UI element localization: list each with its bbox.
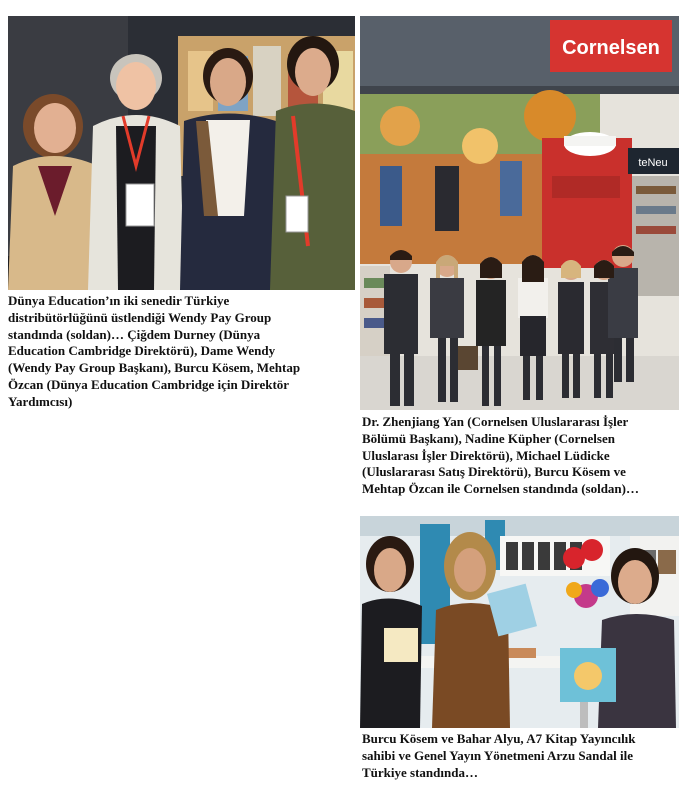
photo-wendy-pay-group-stand (8, 16, 355, 290)
caption-cornelsen: Dr. Zhenjiang Yan (Cornelsen Uluslararası İşler Bölümü Başkanı), Nadine Küpher (Cornelsen Uluslarası İşler Direktörü), Michael Lüdicke (Uluslararası Satış Direktörü), Burcu Kösem ve Mehtap Özcan ile Cornelsen standında (soldan)… (362, 414, 639, 497)
caption-wendy-pay-group: Dünya Education’ın iki senedir Türkiye distribütörlüğünü üstlendiği Wendy Pay Group standında (soldan)… Çiğdem Durney (Dünya Education Cambridge Direktörü), Dame Wendy (Wendy Pay Group Başkanı), Burcu Kösem, Mehtap Özcan (Dünya Education Cambridge için Direktör Yardımcısı) (8, 293, 301, 409)
caption-turkiye-stand: Burcu Kösem ve Bahar Alyu, A7 Kitap Yayıncılık sahibi ve Genel Yayın Yönetmeni Arzu Sandal ile Türkiye standında… (362, 731, 636, 780)
cornelsen-sign: Cornelsen (562, 37, 660, 59)
teneues-sign: teNeu (638, 157, 668, 169)
photo-cornelsen-stand (360, 16, 679, 410)
photo-turkiye-stand (360, 516, 679, 728)
